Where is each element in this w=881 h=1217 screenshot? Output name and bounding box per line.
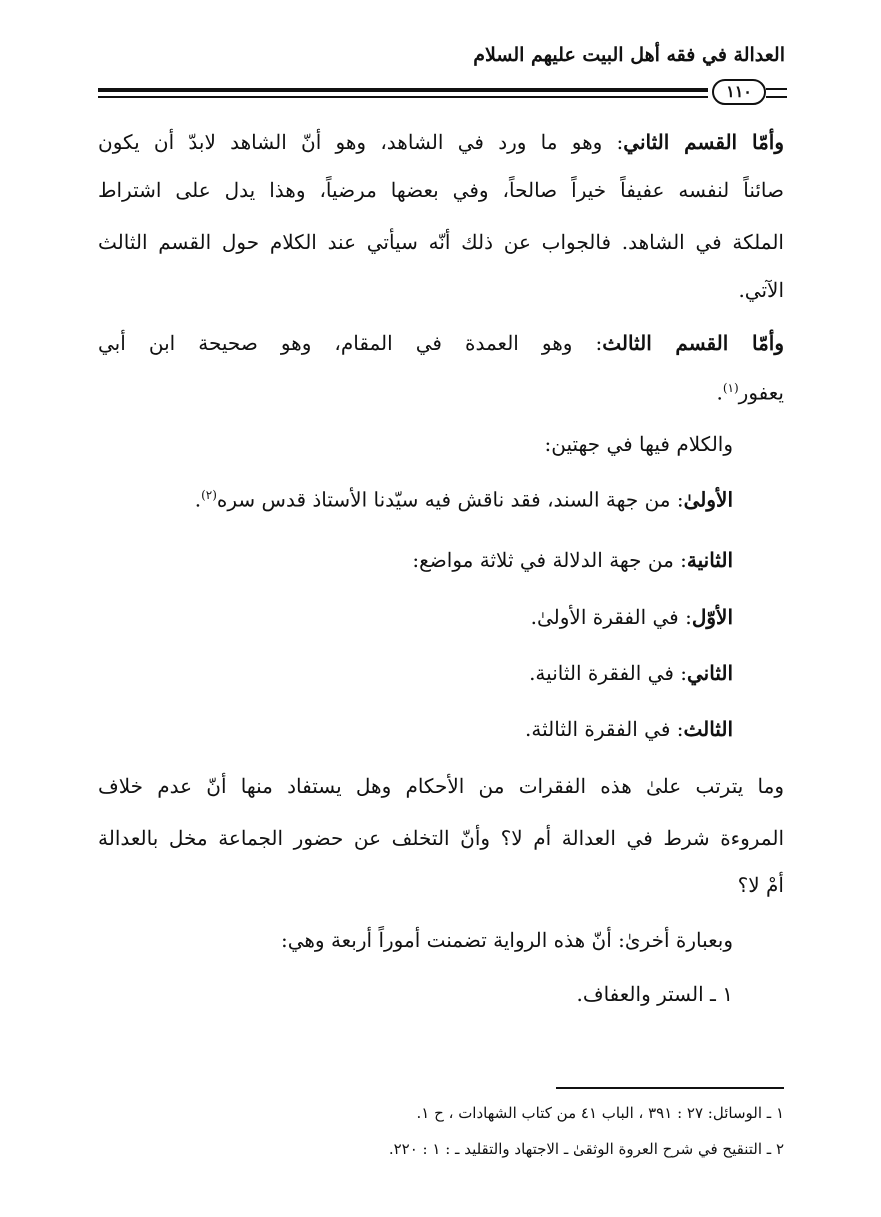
- paragraph-2-line-2: [716, 374, 784, 407]
- item-label: الثاني: [686, 661, 733, 685]
- section-heading: وأمّا القسم الثالث: [602, 331, 784, 355]
- paragraph-9-line-3: أمْ لا؟: [737, 873, 784, 897]
- paragraph-1-line-3: الملكة في الشاهد. فالجواب عن ذلك أنّه سيأتي عند الكلام حول القسم الثالث: [98, 230, 784, 254]
- footnote-separator: [556, 1087, 784, 1089]
- header-rule-right-bottom: [766, 96, 787, 98]
- paragraph-5: [412, 546, 733, 574]
- item-label: الأولىٰ: [683, 487, 733, 512]
- header-rule-right-top: [766, 88, 787, 90]
- list-item-1: ١ ـ الستر والعفاف.: [576, 982, 733, 1006]
- text-run: : في الفقرة الأولىٰ.: [530, 605, 692, 629]
- header-rule-thick: [98, 88, 708, 92]
- paragraph-3: والكلام فيها في جهتين:: [544, 432, 733, 456]
- paragraph-1-line-2: صائناً لنفسه عفيفاً خيراً صالحاً، وفي بعضها مرضياً، وهذا يدل على اشتراط: [98, 178, 784, 202]
- paragraph-1-line-1: [98, 128, 784, 156]
- paragraph-6: [531, 603, 733, 631]
- footnote-ref-1: (١): [722, 381, 739, 395]
- text-run: : من جهة السند، فقد ناقش فيه سيّدنا الأستاذ قدس سره: [216, 487, 684, 512]
- text-run: : من جهة الدلالة في ثلاثة مواضع:: [412, 548, 687, 572]
- header-rule-thin: [98, 96, 708, 98]
- paragraph-8: [525, 715, 733, 743]
- running-title: العدالة في فقه أهل البيت عليهم السلام: [473, 44, 785, 66]
- paragraph-7: [529, 659, 733, 687]
- paragraph-2-line-1: [98, 329, 784, 357]
- footnote-1: ١ ـ الوسائل: ٢٧ : ٣٩١ ، الباب ٤١ من كتاب الشهادات ، ح ١.: [416, 1104, 784, 1122]
- item-label: الثالث: [683, 717, 733, 741]
- paragraph-4: [195, 481, 733, 514]
- paragraph-9-line-1: وما يترتب علىٰ هذه الفقرات من الأحكام وهل يستفاد منها أنّ عدم خلاف: [98, 774, 784, 798]
- footnote-ref-2: (٢): [201, 488, 217, 502]
- paragraph-1-line-4: الآتي.: [738, 278, 784, 302]
- section-heading: وأمّا القسم الثاني: [623, 130, 784, 154]
- item-label: الأوّل: [691, 605, 733, 629]
- text-run: : في الفقرة الثالثة.: [525, 717, 684, 741]
- item-label: الثانية: [686, 548, 733, 572]
- text-run: : وهو العمدة في المقام، وهو صحيحة ابن أبي: [98, 331, 603, 355]
- text-run: .: [194, 487, 202, 512]
- text-run: .: [716, 380, 723, 405]
- footnote-2: ٢ ـ التنقيح في شرح العروة الوثقىٰ ـ الاجتهاد والتقليد ـ : ١ : ٢٢٠.: [388, 1140, 784, 1158]
- paragraph-9-line-2: المروءة شرط في العدالة أم لا؟ وأنّ التخلف عن حضور الجماعة مخل بالعدالة: [98, 826, 784, 850]
- page-number: ١١٠: [712, 79, 766, 105]
- paragraph-10: وبعبارة أخرىٰ: أنّ هذه الرواية تضمنت أموراً أربعة وهي:: [280, 928, 733, 952]
- text-run: يعفور: [738, 380, 784, 405]
- text-run: : وهو ما ورد في الشاهد، وهو أنّ الشاهد لابدّ أن يكون: [98, 130, 624, 154]
- text-run: : في الفقرة الثانية.: [529, 661, 687, 685]
